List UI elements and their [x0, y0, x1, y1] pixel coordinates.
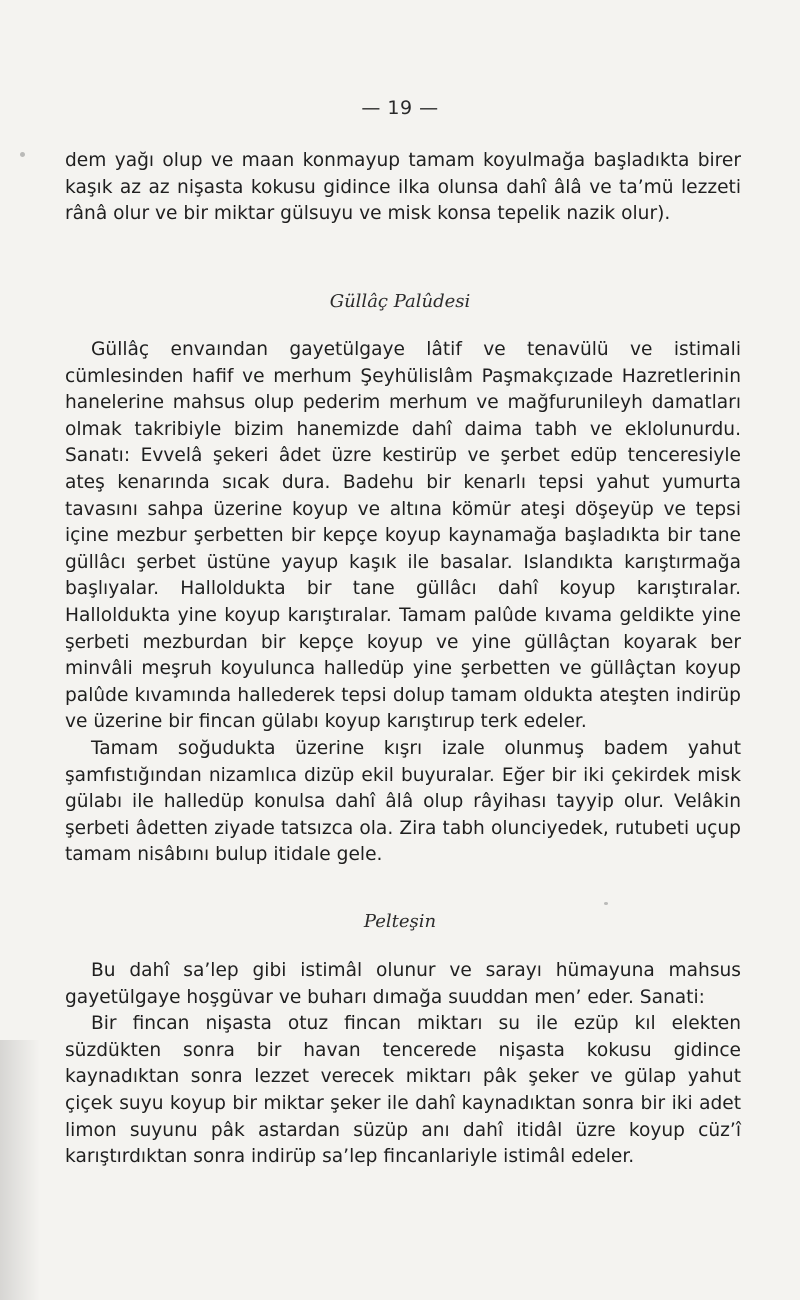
- ink-speck: [20, 152, 25, 157]
- intro-paragraph-block: [65, 148, 741, 228]
- section1-paragraph: Güllâç envaından gayetülgaye lâtif ve tenavülü ve istimali cümlesinden hafif ve merhum Şeyhülislâm Paşmakçızade Hazretlerinin hanelerine mahsus olup pederim merhum ve mağfurunileyh damatları olmak takribiyle bizim hanemizde dahî daima tabh ve eklolunurdu. Sanatı: Evvelâ şekeri âdet üzre kestirüp ve şerbet edüp tenceresiyle ateş kenarında sıcak dura. Badehu bir kenarlı tepsi yahut yumurta tavasını sahpa üzerine koyup ve altına kömür ateşi döşeyüp ve tepsi içine mezbur şerbetten bir kepçe koyup kaynamağa başladıkta bir tane güllâcı şerbet üstüne yayup kaşık ile basalar. Islandıkta karıştırmağa başlıyalar. Halloldukta bir tane güllâcı dahî koyup karıştıralar. Halloldukta yine koyup karıştıralar. Tamam palûde kıvama geldikte yine şerbeti mezburdan bir kepçe koyup ve yine güllâçtan koyarak ber minvâli meşruh koyulunca halledüp yine şerbetten ve güllâçtan koyup palûde kıvamında hallederek tepsi dolup tamam oldukta ateşten indirüp ve üzerine bir fincan gülabı koyup karıştırup terk edeler.: [65, 339, 741, 733]
- page-number: — 19 —: [361, 97, 439, 119]
- ink-speck: [604, 902, 608, 905]
- section2-paragraph: Bu dahî sa’lep gibi istimâl olunur ve sarayı hümayuna mahsus gayetülgaye hoşgüvar ve buharı dımağa suuddan men’ eder. Sanati:: [65, 960, 741, 1008]
- page-edge-shadow: [0, 1040, 40, 1300]
- section1-paragraph: Tamam soğudukta üzerine kışrı izale olunmuş badem yahut şamfıstığından nizamlıca dizüp ekil buyuralar. Eğer bir iki çekirdek misk gülabı ile halledüp konulsa dahî âlâ olup râyihası tayyip olur. Velâkin şerbeti âdetten ziyade tatsızca ola. Zira tabh olunciyedek, rutubeti uçup tamam nisâbını bulup itidale gele.: [65, 737, 741, 866]
- section1-body: [65, 337, 741, 869]
- section2-body: [65, 958, 741, 1171]
- section2-paragraph: Bir fincan nişasta otuz fincan miktarı su ile ezüp kıl elekten süzdükten sonra bir havan tencerede nişasta kokusu gidince kaynadıktan sonra lezzet verecek miktarı pâk şeker ve gülap yahut çiçek suyu koyup bir miktar şeker ile dahî kaynadıktan sonra bir iki adet limon suyunu pâk astardan süzüp anı dahî itidâl üzre koyup cüz’î karıştırdıktan sonra indirüp sa’lep fincanlariyle istimâl edeler.: [65, 1013, 741, 1168]
- intro-paragraph: dem yağı olup ve maan konmayup tamam koyulmağa başladıkta birer kaşık az az nişasta kokusu gidince ilka olunsa dahî âlâ ve ta’mü lezzeti rânâ olur ve bir miktar gülsuyu ve misk konsa tepelik nazik olur).: [65, 150, 741, 225]
- section-heading-gullac-paludesi: Güllâç Palûdesi: [329, 291, 471, 312]
- section-heading-peltesin: Pelteşin: [363, 911, 437, 932]
